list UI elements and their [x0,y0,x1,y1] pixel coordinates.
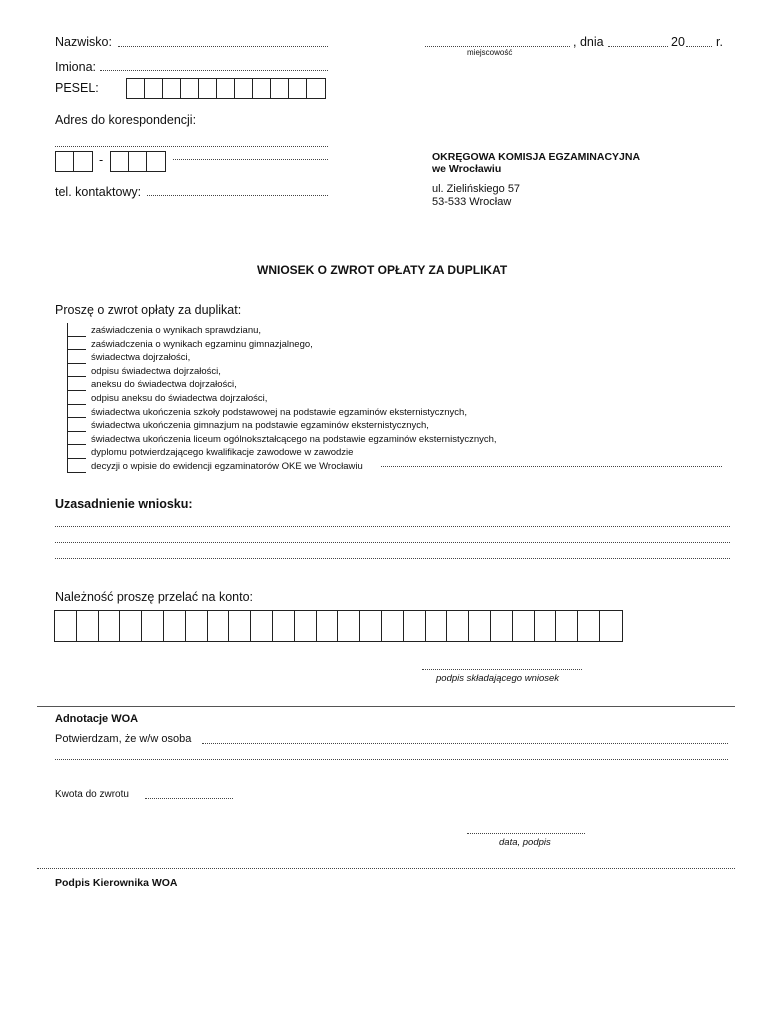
applicant-signature-field[interactable] [422,669,582,670]
place-field[interactable] [425,46,570,47]
recipient-street: ul. Zielińskiego 57 [432,183,521,195]
woa-confirm-field-2[interactable] [55,759,728,760]
section-divider-2 [37,868,735,869]
woa-heading: Adnotacje WOA [55,713,139,725]
pesel-boxes[interactable] [126,78,326,99]
justification-line-2[interactable] [55,542,730,543]
address-label: Adres do korespondencji: [55,113,197,127]
checkbox-option-11[interactable] [68,459,86,473]
checkbox-option-6[interactable] [68,391,86,405]
woa-date-sign-caption: data, podpis [499,837,551,848]
surname-label: Nazwisko: [55,35,112,49]
list-item: zaświadczenia o wynikach sprawdzianu, [91,325,262,336]
checkbox-option-10[interactable] [68,445,86,459]
names-field[interactable] [100,70,328,71]
phone-label: tel. kontaktowy: [55,185,142,199]
year-prefix: 20 [671,35,685,49]
account-label: Należność proszę przelać na konto: [55,590,254,604]
woa-date-sign-field[interactable] [467,833,585,834]
names-label: Imiona: [55,60,96,74]
checkbox-option-2[interactable] [68,337,86,351]
section-divider [37,706,735,707]
woa-confirm-field[interactable] [202,743,728,744]
woa-amount-label: Kwota do zwrotu [55,789,129,800]
list-item: świadectwa ukończenia szkoły podstawowej na podstawie egzaminów eksternistycznych, [91,406,467,418]
list-item: odpisu świadectwa dojrzałości, [91,365,221,377]
surname-field[interactable] [118,46,328,47]
list-item: świadectwa dojrzałości, [91,352,191,364]
place-caption: miejscowość [467,48,513,57]
document-title: WNIOSEK O ZWROT OPŁATY ZA DUPLIKAT [257,263,508,277]
list-item: decyzji o wpisie do ewidencji egzaminatorów OKE we Wrocławiu [91,460,363,472]
checkbox-option-1[interactable] [68,323,86,337]
date-field[interactable] [608,46,668,47]
list-item: zaświadczenia o wynikach egzaminu gimnazjalnego, [91,338,313,350]
postal-dash: - [99,153,104,167]
checkbox-option-5[interactable] [68,377,86,391]
recipient-city-line: we Wrocławiu [432,163,502,175]
list-item: odpisu aneksu do świadectwa dojrzałości, [91,392,268,404]
postal-code-boxes-a[interactable] [55,151,93,172]
checkbox-option-8[interactable] [68,418,86,432]
checkbox-option-3[interactable] [68,350,86,364]
list-item: dyplomu potwierdzającego kwalifikacje zawodowe w zawodzie [91,447,354,459]
year-suffix: r. [716,35,723,49]
profession-field[interactable] [381,466,722,467]
postal-code-boxes-b[interactable] [110,151,166,172]
pesel-label: PESEL: [55,81,99,95]
applicant-signature-caption: podpis składającego wniosek [436,673,560,684]
recipient-postal-city: 53-533 Wrocław [432,196,512,208]
request-options-list [91,324,497,474]
checkbox-option-7[interactable] [68,405,86,419]
request-intro: Proszę o zwrot opłaty za duplikat: [55,303,242,317]
woa-amount-field[interactable] [145,798,233,799]
address-line-1[interactable] [55,146,328,147]
checkbox-option-4[interactable] [68,364,86,378]
list-item: świadectwa ukończenia liceum ogólnokształcącego na podstawie egzaminów eksternistycznych, [91,433,497,445]
manager-signature-label: Podpis Kierownika WOA [55,877,178,889]
checkbox-option-9[interactable] [68,432,86,446]
option-checkboxes[interactable] [67,323,86,473]
address-city-field[interactable] [173,159,328,160]
justification-heading: Uzasadnienie wniosku: [55,497,193,511]
justification-line-3[interactable] [55,558,730,559]
phone-field[interactable] [147,195,328,196]
year-field[interactable] [686,46,712,47]
recipient-name: OKRĘGOWA KOMISJA EGZAMINACYJNA [432,151,641,163]
woa-confirm-label: Potwierdzam, że w/w osoba [55,733,192,745]
date-label: , dnia [573,35,604,49]
list-item: świadectwa ukończenia gimnazjum na podstawie egzaminów eksternistycznych, [91,420,429,432]
account-number-boxes[interactable] [54,610,623,642]
list-item: aneksu do świadectwa dojrzałości, [91,379,237,391]
justification-line-1[interactable] [55,526,730,527]
